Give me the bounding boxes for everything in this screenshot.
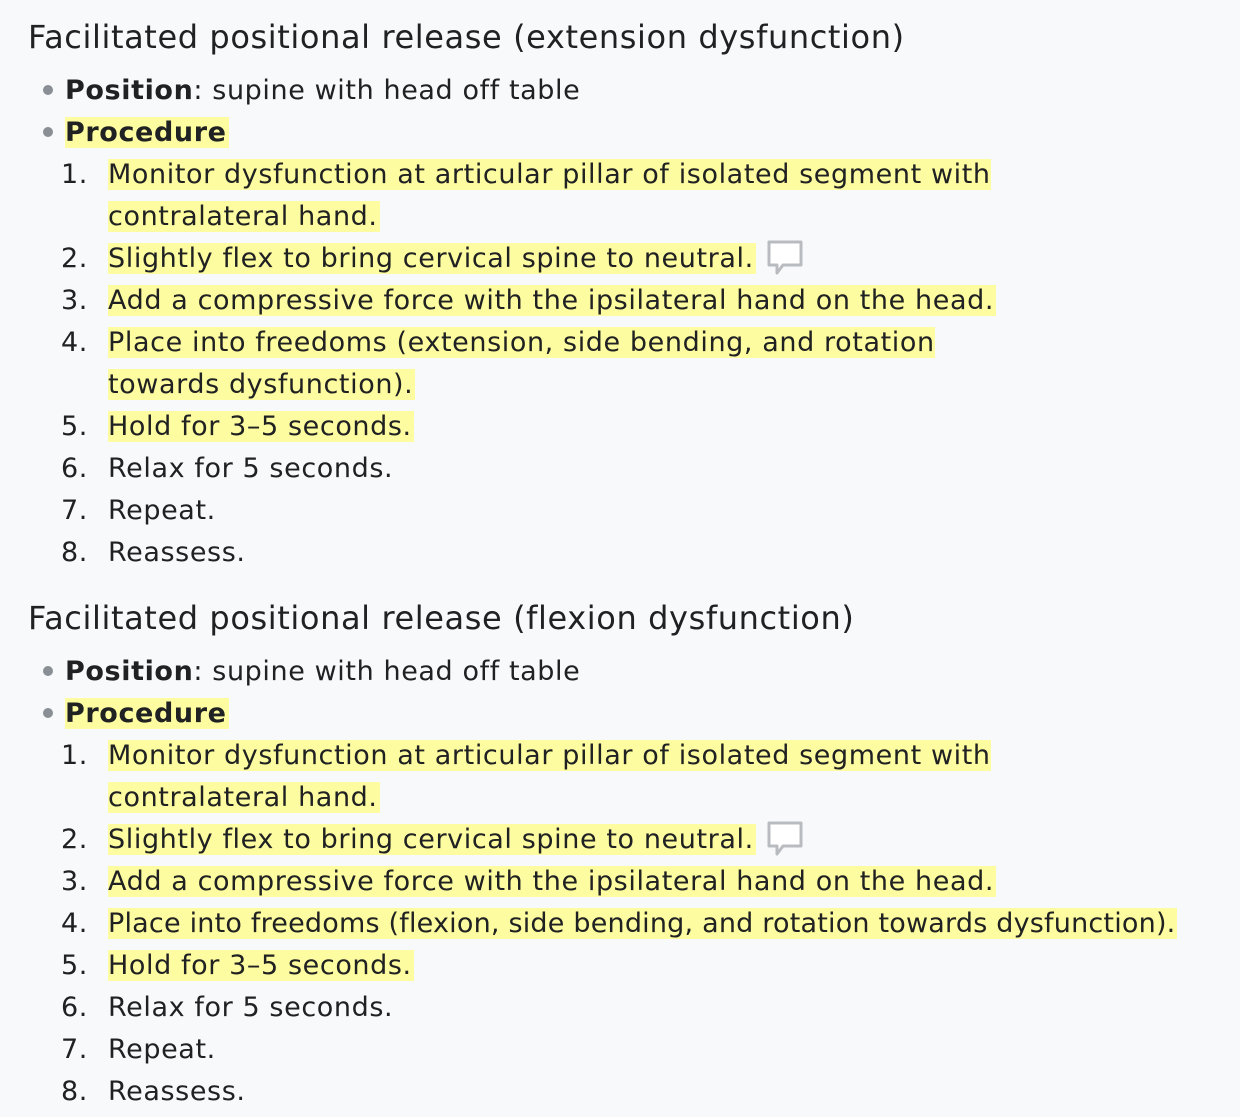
step-text: Hold for 3–5 seconds. — [108, 411, 412, 442]
bullet-dot — [43, 127, 53, 137]
step-text: Add a compressive force with the ipsilateral hand on the head. — [108, 285, 995, 316]
step-text: Relax for 5 seconds. — [108, 992, 394, 1023]
position-bullet — [43, 651, 580, 693]
procedure-bullet — [43, 693, 229, 735]
bullet-dot — [43, 85, 53, 95]
step-text: Monitor dysfunction at articular pillar of isolated segment with contralateral hand. — [108, 740, 991, 813]
step-number: 2. — [61, 824, 88, 855]
position-text: : supine with head off table — [193, 656, 581, 687]
list-item — [0, 1029, 1208, 1071]
list-item — [0, 532, 1208, 574]
position-label: Position — [65, 656, 194, 687]
step-text: Reassess. — [108, 1076, 246, 1107]
list-item — [0, 280, 1208, 322]
step-text: Slightly flex to bring cervical spine to neutral. — [108, 824, 754, 855]
step-number: 7. — [61, 495, 88, 526]
step-number: 4. — [61, 327, 88, 358]
step-number: 5. — [61, 950, 88, 981]
bullet-dot — [43, 666, 53, 676]
list-item — [0, 322, 1048, 406]
step-text: Place into freedoms (flexion, side bending, and rotation towards dysfunction). — [108, 908, 1176, 939]
list-item — [0, 987, 1208, 1029]
procedure-steps — [0, 154, 1240, 574]
list-item — [0, 945, 1208, 987]
step-number: 7. — [61, 1034, 88, 1065]
step-text: Repeat. — [108, 1034, 216, 1065]
speech-bubble-icon[interactable] — [766, 239, 804, 277]
procedure-steps — [0, 735, 1240, 1113]
position-text: : supine with head off table — [193, 75, 581, 106]
section-heading: Facilitated positional release (extension dysfunction) — [28, 18, 905, 56]
step-text: Hold for 3–5 seconds. — [108, 950, 412, 981]
list-item — [0, 154, 1168, 238]
procedure-label: Procedure — [65, 698, 227, 729]
list-item — [0, 1071, 1208, 1113]
step-text: Monitor dysfunction at articular pillar of isolated segment with contralateral hand. — [108, 159, 991, 232]
position-label: Position — [65, 75, 194, 106]
step-number: 8. — [61, 1076, 88, 1107]
position-bullet — [43, 70, 580, 112]
speech-bubble-icon[interactable] — [766, 820, 804, 858]
step-number: 8. — [61, 537, 88, 568]
list-item — [0, 735, 1168, 819]
step-number: 5. — [61, 411, 88, 442]
step-number: 1. — [61, 159, 88, 190]
step-number: 3. — [61, 866, 88, 897]
bullet-dot — [43, 708, 53, 718]
list-item — [0, 238, 1208, 280]
list-item — [0, 861, 1208, 903]
list-item — [0, 406, 1208, 448]
step-text: Place into freedoms (extension, side bending, and rotation towards dysfunction). — [108, 327, 935, 400]
step-number: 6. — [61, 992, 88, 1023]
step-number: 1. — [61, 740, 88, 771]
step-number: 6. — [61, 453, 88, 484]
list-item — [0, 490, 1208, 532]
step-number: 2. — [61, 243, 88, 274]
step-text: Reassess. — [108, 537, 246, 568]
list-item — [0, 819, 1208, 861]
list-item — [0, 903, 1228, 945]
step-text: Add a compressive force with the ipsilateral hand on the head. — [108, 866, 995, 897]
procedure-label: Procedure — [65, 117, 227, 148]
step-number: 3. — [61, 285, 88, 316]
step-text: Relax for 5 seconds. — [108, 453, 394, 484]
step-number: 4. — [61, 908, 88, 939]
step-text: Repeat. — [108, 495, 216, 526]
procedure-bullet — [43, 112, 229, 154]
section-heading: Facilitated positional release (flexion dysfunction) — [28, 599, 855, 637]
step-text: Slightly flex to bring cervical spine to neutral. — [108, 243, 754, 274]
list-item — [0, 448, 1208, 490]
